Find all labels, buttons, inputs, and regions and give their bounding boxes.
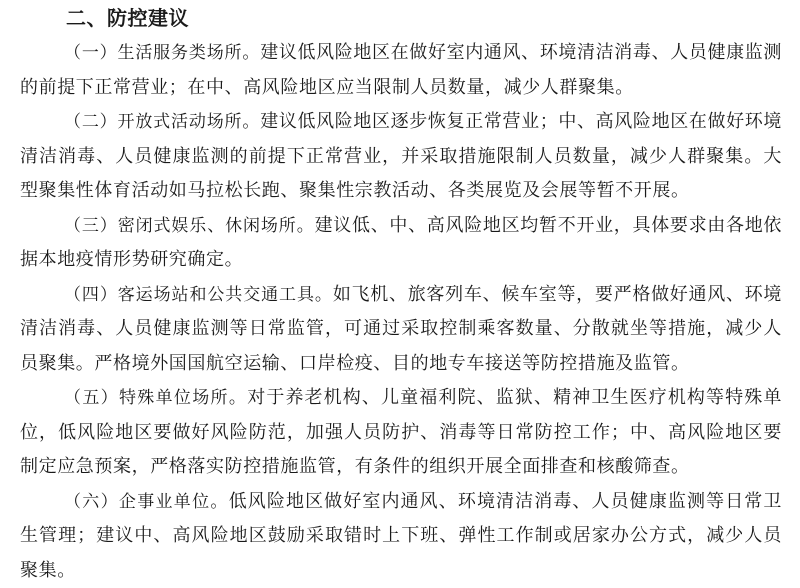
paragraph-living-services bbox=[20, 36, 782, 105]
paragraph-text: 建议低、中、高风险地区均暂不开业，具体要求由各地依据本地疫情形势研究确定。 bbox=[20, 215, 782, 271]
paragraph-closed-entertainment bbox=[20, 209, 782, 278]
paragraph-label: （五）特殊单位场所。 bbox=[64, 388, 247, 408]
paragraph-transport bbox=[20, 278, 782, 382]
paragraph-special-units bbox=[20, 381, 782, 485]
paragraph-text: 如飞机、旅客列车、候车室等，要严格做好通风、环境清洁消毒、人员健康监测等日常监管，可通过采取控制乘客数量、分散就坐等措施，减少人员聚集。严格境外国国航空运输、口岸检疫、目的地专车接送等防控措施及监管。 bbox=[20, 284, 782, 374]
paragraph-enterprises bbox=[20, 485, 782, 588]
paragraph-text: 建议低风险地区逐步恢复正常营业；中、高风险地区在做好环境清洁消毒、人员健康监测的前提下正常营业，并采取措施限制人员数量，减少人群聚集。大型聚集性体育活动如马拉松长跑、聚集性宗教活动、各类展览及会展等暂不开展。 bbox=[20, 111, 782, 201]
paragraph-label: （二）开放式活动场所。 bbox=[64, 112, 260, 132]
paragraph-text: 对于养老机构、儿童福利院、监狱、精神卫生医疗机构等特殊单位，低风险地区要做好风险防范，加强人员防护、消毒等日常防控工作；中、高风险地区要制定应急预案，严格落实防控措施监管，有条件的组织开展全面排查和核酸筛查。 bbox=[20, 387, 782, 477]
paragraph-label: （三）密闭式娱乐、休闲场所。 bbox=[64, 216, 315, 236]
paragraph-text: 建议低风险地区在做好室内通风、环境清洁消毒、人员健康监测的前提下正常营业；在中、高风险地区应当限制人员数量，减少人群聚集。 bbox=[20, 42, 782, 98]
paragraph-label: （四）客运场站和公共交通工具。 bbox=[64, 285, 333, 305]
paragraph-text: 低风险地区做好室内通风、环境清洁消毒、人员健康监测等日常卫生管理；建议中、高风险地区鼓励采取错时上下班、弹性工作制或居家办公方式，减少人员聚集。 bbox=[20, 491, 782, 581]
paragraph-label: （六）企事业单位。 bbox=[64, 492, 229, 512]
section-heading: 二、防控建议 bbox=[20, 2, 782, 36]
paragraph-label: （一）生活服务类场所。 bbox=[64, 43, 260, 63]
paragraph-open-venues bbox=[20, 105, 782, 209]
